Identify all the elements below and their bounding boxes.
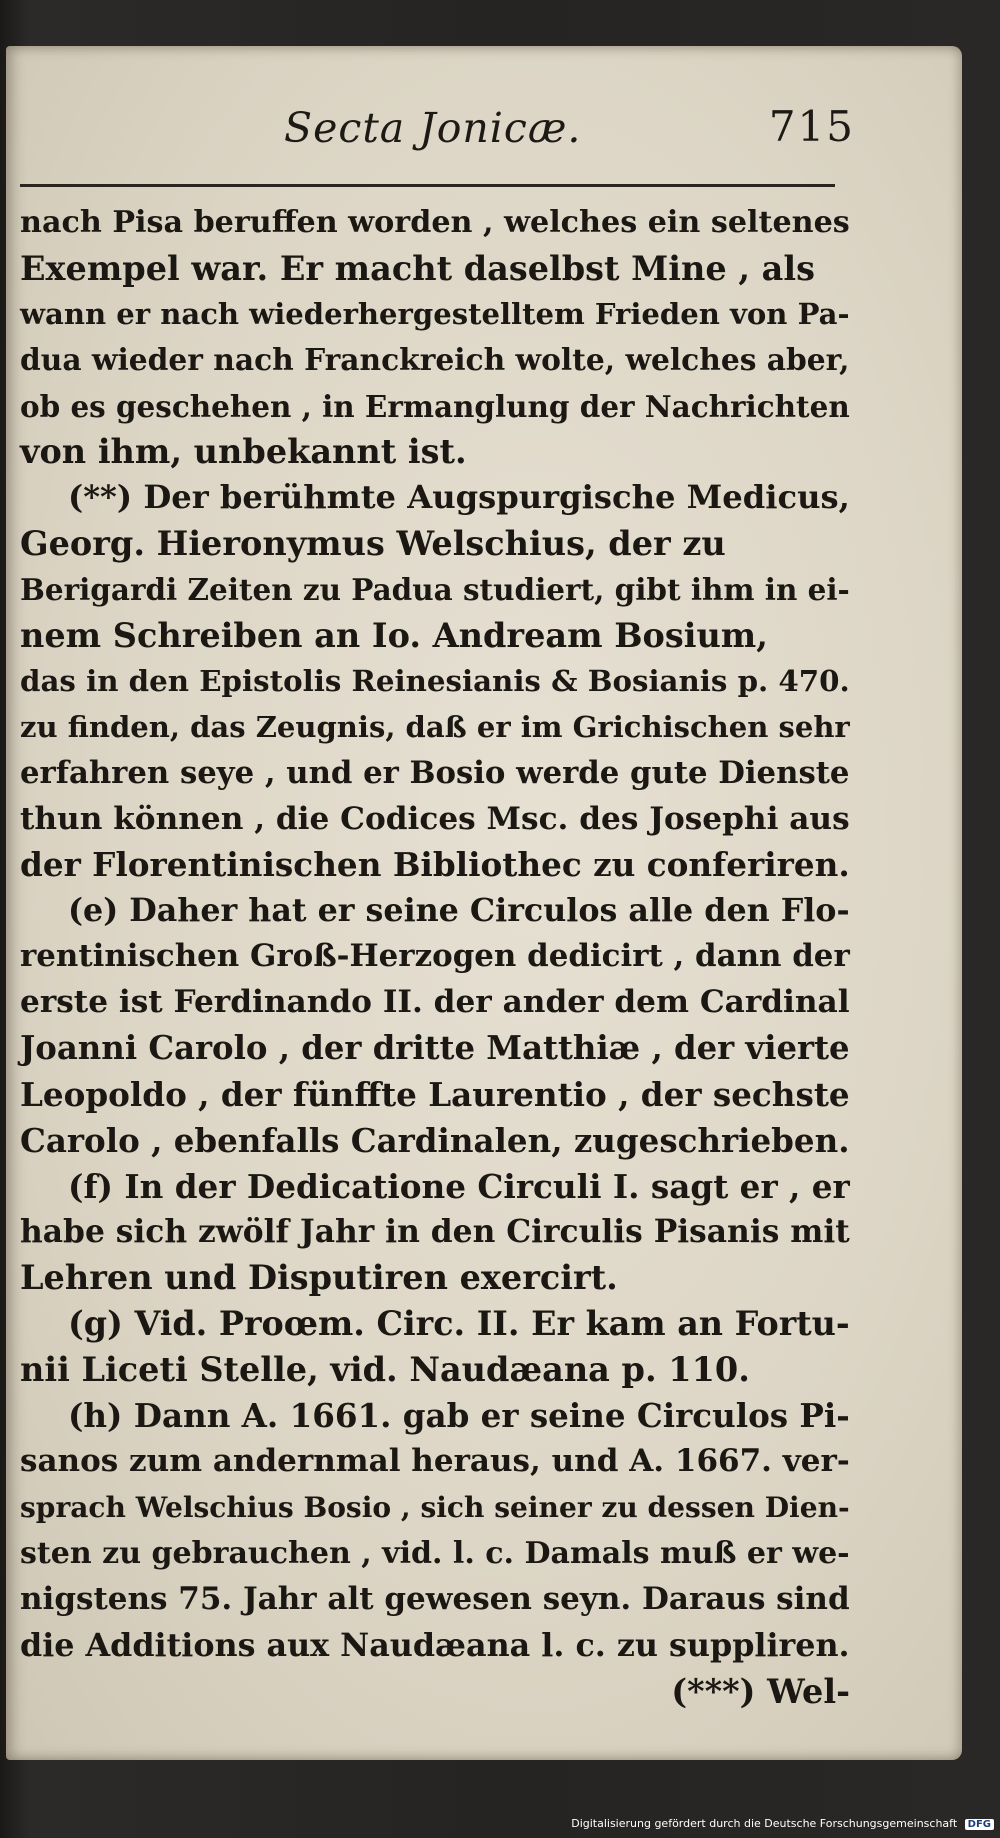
page-header: [20, 98, 855, 170]
text-line: nii Liceti Stelle, vid. Naudæana p. 110.: [20, 1350, 750, 1390]
text-line: ob es geschehen , in Ermanglung der Nachrichten: [20, 388, 850, 424]
body-text: [20, 200, 850, 1714]
text-line: wann er nach wiederhergestelltem Frieden von Pa-: [20, 296, 850, 331]
text-line: die Additions aux Naudæana l. c. zu suppliren.: [20, 1626, 850, 1664]
credit-text: Digitalisierung gefördert durch die Deutsche Forschungsgemeinschaft: [571, 1817, 958, 1830]
text-line: Berigardi Zeiten zu Padua studiert, gibt ihm in ei-: [20, 572, 850, 608]
text-line: nem Schreiben an Io. Andream Bosium,: [20, 616, 768, 656]
text-line: Exempel war. Er macht daselbst Mine , als: [20, 248, 815, 288]
digitization-credit: [571, 1817, 994, 1830]
text-line: von ihm, unbekannt ist.: [20, 432, 467, 472]
text-line: das in den Epistolis Reinesianis & Bosianis p. 470.: [20, 663, 850, 698]
text-line: zu finden, das Zeugnis, daß er im Grichischen sehr: [20, 709, 850, 744]
text-line: Lehren und Disputiren exercirt.: [20, 1258, 618, 1298]
text-line: sanos zum andernmal heraus, und A. 1667. ver-: [20, 1443, 850, 1480]
footnote-start-line: (e) Daher hat er seine Circulos alle den Flo-: [68, 892, 850, 930]
text-line: nach Pisa beruffen worden , welches ein seltenes: [20, 205, 850, 240]
text-line: thun können , die Codices Msc. des Josephi aus: [20, 800, 850, 837]
text-line: dua wieder nach Franckreich wolte, welches aber,: [20, 342, 850, 378]
text-line: nigstens 75. Jahr alt gewesen seyn. Daraus sind: [20, 1580, 850, 1617]
text-line: rentinischen Groß-Herzogen dedicirt , dann der: [20, 938, 850, 975]
text-line: Georg. Hieronymus Welschius, der zu: [20, 524, 726, 564]
dfg-logo: DFG: [965, 1819, 994, 1830]
text-line: sten zu gebrauchen , vid. l. c. Damals muß er we-: [20, 1535, 850, 1571]
header-rule: [20, 184, 835, 187]
text-line: der Florentinischen Bibliothec zu conferiren.: [20, 845, 850, 885]
page-number: 715: [768, 102, 855, 151]
footnote-start-line: (**) Der berühmte Augspurgische Medicus,: [68, 478, 850, 517]
text-line: sprach Welschius Bosio , sich seiner zu dessen Dien-: [20, 1490, 850, 1524]
text-line: erfahren seye , und er Bosio werde gute Dienste: [20, 754, 850, 791]
text-line: erste ist Ferdinando II. der ander dem Cardinal: [20, 984, 850, 1021]
text-line: Leopoldo , der fünffte Laurentio , der sechste: [20, 1074, 850, 1114]
running-title: Secta Jonicæ.: [284, 104, 582, 152]
footnote-start-line: (f) In der Dedicatione Circuli I. sagt er , er: [68, 1166, 850, 1206]
catchword: (***) Wel-: [671, 1671, 850, 1711]
text-line: Joanni Carolo , der dritte Matthiæ , der vierte: [20, 1029, 850, 1068]
text-line: Carolo , ebenfalls Cardinalen, zugeschrieben.: [20, 1120, 850, 1160]
footnote-start-line: (g) Vid. Proœm. Circ. II. Er kam an Fortu-: [68, 1304, 850, 1344]
footnote-start-line: (h) Dann A. 1661. gab er seine Circulos Pi-: [68, 1396, 850, 1436]
text-line: habe sich zwölf Jahr in den Circulis Pisanis mit: [20, 1213, 850, 1250]
